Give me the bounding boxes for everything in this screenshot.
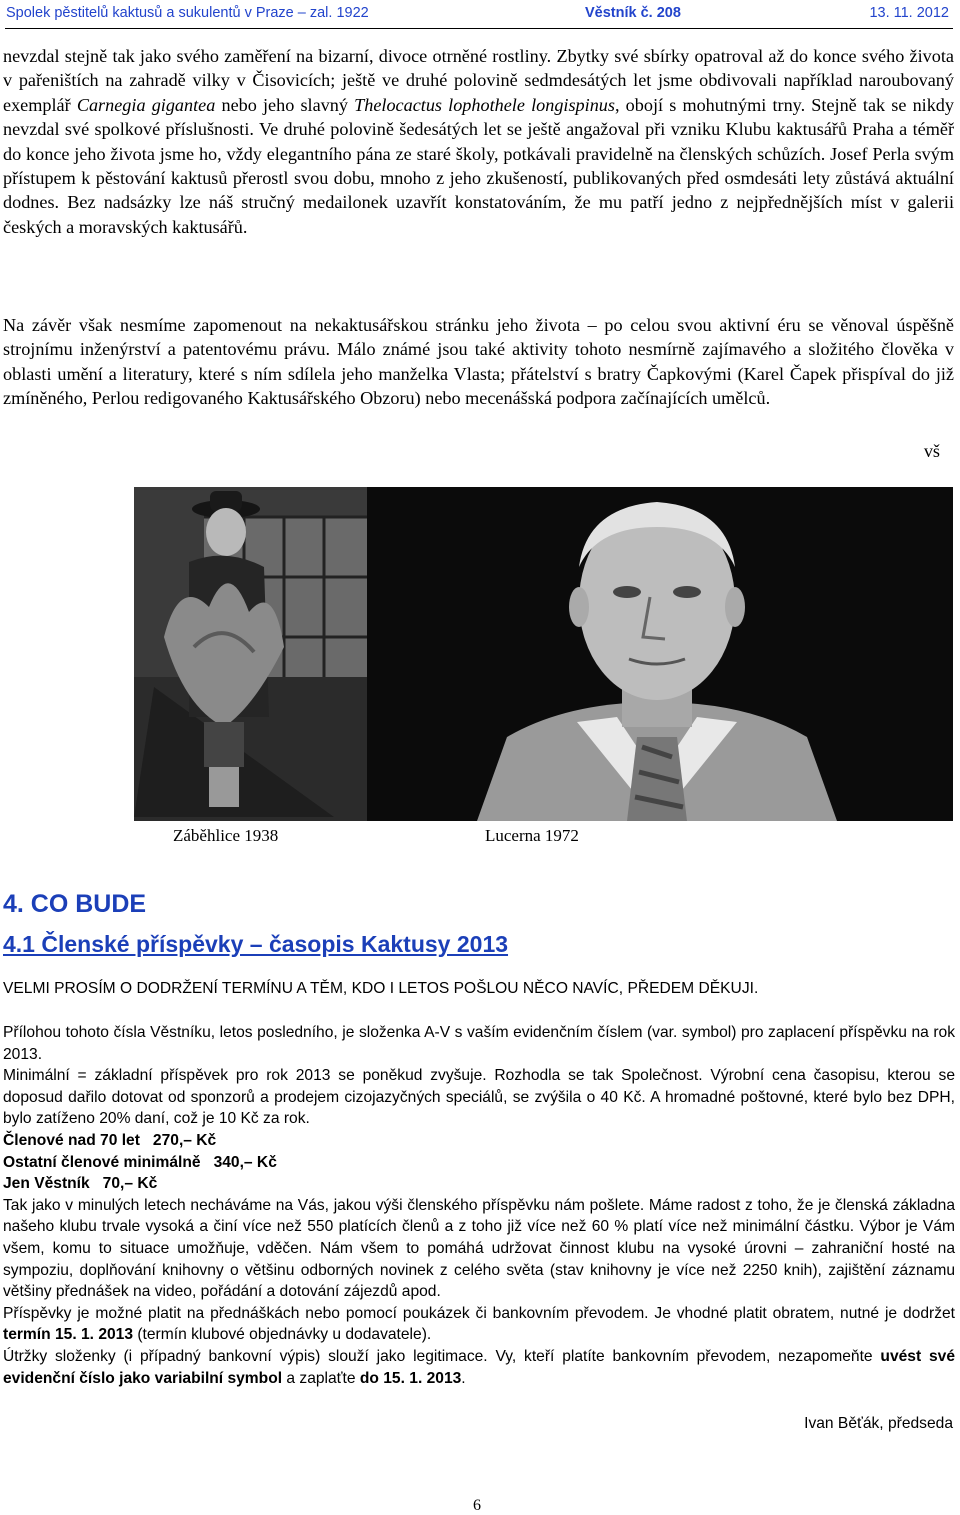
paragraph: Minimální = základní příspěvek pro rok 2013 se poněkud zvyšuje. Rozhodla se tak Společnost. Výrobní cena časopisu, kterou se doposud dařilo dotovat od sponzorů a prodejem cizojazyčných speciálů, se zvýšila o 40 Kč. A hromadné poštovné, které bylo bez DPH, bylo zatíženo 20% daní, což je 10 Kč za rok. bbox=[3, 1067, 955, 1128]
text: Příspěvky je možné platit na přednáškách nebo pomocí poukázek či bankovním převodem. Je vhodné platit obratem, nutné je dodržet bbox=[3, 1304, 955, 1322]
paragraph bbox=[3, 1303, 955, 1346]
photo-caption-left: Záběhlice 1938 bbox=[173, 826, 279, 845]
photo-caption-right: Lucerna 1972 bbox=[485, 826, 579, 845]
header-organization: Spolek pěstitelů kaktusů a sukulentů v Praze – zal. 1922 bbox=[6, 5, 369, 21]
species-name: Carnegia gigantea bbox=[76, 94, 216, 115]
article-text: nebo jeho slavný bbox=[215, 94, 355, 115]
header-publication: Věstník č. 208 bbox=[585, 5, 681, 21]
article-paragraph-1 bbox=[3, 44, 954, 239]
appeal-text: VELMI PROSÍM O DODRŽENÍ TERMÍNU A TĚM, KDO I LETOS POŠLOU NĚCO NAVÍC, PŘEDEM DĚKUJI. bbox=[3, 980, 759, 997]
article-paragraph-2 bbox=[3, 313, 954, 411]
text: a zaplaťte bbox=[282, 1369, 360, 1387]
article-signature: vš bbox=[923, 441, 940, 461]
page-header bbox=[5, 4, 953, 29]
section-signature: Ivan Běťák, předseda bbox=[804, 1415, 953, 1432]
text: . bbox=[461, 1369, 466, 1387]
page-number: 6 bbox=[473, 1497, 481, 1514]
header-date: 13. 11. 2012 bbox=[869, 5, 949, 21]
photo-lucerna bbox=[367, 487, 953, 821]
text: Útržky složenky (i případný bankovní výpis) slouží jako legitimace. Vy, kteří platíte bankovním převodem, nezapomeňte bbox=[3, 1347, 881, 1365]
instruction: uvést své evidenční číslo jako variabilní symbol bbox=[3, 1347, 955, 1387]
paragraph: Tak jako v minulých letech necháváme na Vás, jakou výši členského příspěvku nám pošlete. Máme radost z toho, že je členská základna našeho klubu trvale vysoká a činí více než 550 platících členů a z toho již více než 60 % platí více než minimální částku. Výbor je Vám všem, komu to situace umožňuje, vděčen. Nám všem to pomáhá udržovat činnost klubu na vysoké úrovni – zahraniční hosté na sympoziu, doplňování knihovny o většinu odborných novinek z celého světa (stav knihovny je více než 2250 knih), zajištění záznamu většiny přednášek na video, pořádání a dotování zájezdů apod. bbox=[3, 1196, 955, 1301]
paragraph: Přílohou tohoto čísla Věstníku, letos posledního, je složenka A-V s vaším evidenčním číslem (var. symbol) pro zaplacení příspěvku na rok 2013. bbox=[3, 1024, 955, 1063]
paragraph bbox=[3, 1346, 955, 1389]
photo-zabehlice bbox=[134, 487, 367, 821]
fee-line: Členové nad 70 let 270,– Kč bbox=[3, 1131, 217, 1149]
text: (termín klubové objednávky u dodavatele). bbox=[133, 1326, 432, 1344]
section-body bbox=[3, 1022, 955, 1389]
section-subheading: 4.1 Členské příspěvky – časopis Kaktusy 2013 bbox=[3, 931, 509, 957]
fee-line: Ostatní členové minimálně 340,– Kč bbox=[3, 1153, 277, 1171]
article-text: , obojí s mohutnými trny. Stejně tak se nikdy nevzdal své spolkové příslušnosti. Ve druhé polovině šedesátých let se ještě angažoval při vzniku Klubu kaktusářů Praha a téměř do konce jeho života jsme ho, vždy elegantního pána ze staré školy, potkávali pravidelně na členských schůzích. Josef Perla svým přístupem k pěstování kaktusů přerostl svou dobu, mnoho z jeho zkušeností, publikovaných před osmdesáti lety zůstává aktuální dodnes. Bez nadsázky lze náš stručný medailonek uzavřít konstatováním, že mu patří jedno z nejpřednějších míst v galerii českých a moravských kaktusářů. bbox=[3, 94, 954, 237]
fee-line: Jen Věstník 70,– Kč bbox=[3, 1175, 158, 1193]
section-heading: 4. CO BUDE bbox=[3, 890, 147, 918]
article-text: Na závěr však nesmíme zapomenout na nekaktusářskou stránku jeho života – po celou svou aktivní éru se věnoval úspěšně strojnímu inženýrství a patentovému právu. Málo známé jsou také aktivity tohoto nesmírně zajímavého a složitého člověka v oblasti umění a literatury, které s ním sdílela jeho manželka Vlasta; přátelství s bratry Čapkovými (Karel Čapek přispíval do již zmíněného, Perlou redigovaného Kaktusářského Obzoru) nebo mecenášská podpora začínajících umělců. bbox=[3, 315, 954, 409]
article-text: nevzdal stejně tak jako svého zaměření na bizarní, divoce otrněné rostliny. Zbytky své sbírky opatroval až do konce svého života v pařeništích na zahradě vilky v Čisovicích; ještě ve druhé polovině sedmdesátých let jsme obdivovali například naroubovaný exemplář bbox=[3, 46, 954, 115]
deadline: do 15. 1. 2013 bbox=[359, 1369, 462, 1387]
deadline: termín 15. 1. 2013 bbox=[3, 1326, 134, 1344]
species-name: Thelocactus lophothele longispinus bbox=[354, 94, 615, 115]
